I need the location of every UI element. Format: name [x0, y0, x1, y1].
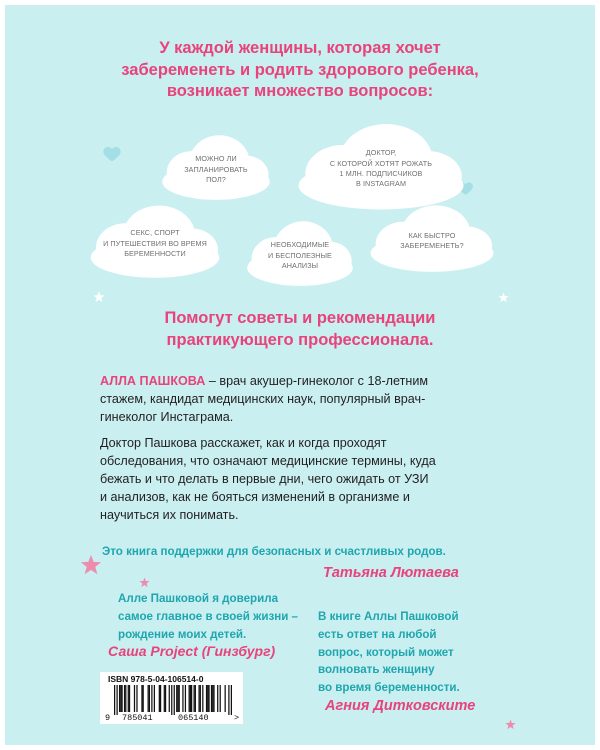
barcode-bar — [193, 685, 194, 712]
question-text — [295, 121, 467, 211]
barcode-bar — [160, 685, 161, 712]
barcode-bar — [120, 685, 121, 712]
question-cloud — [295, 121, 467, 211]
subheadline-line: Помогут советы и рекомендации — [164, 309, 436, 327]
question-cloud — [245, 219, 355, 287]
description-line: Доктор Пашкова расскажет, как и когда проходят — [100, 436, 387, 450]
question-line: И ПУТЕШЕСТВИЯ ВО ВРЕМЯ — [103, 238, 207, 248]
question-text — [245, 219, 355, 287]
headline-line: возникает множество вопросов: — [166, 82, 434, 100]
question-line: ПОЛ? — [206, 175, 226, 185]
barcode-bar — [116, 685, 117, 715]
star-icon — [505, 719, 516, 730]
author-name: АЛЛА ПАШКОВА — [100, 374, 206, 388]
barcode-bar — [217, 685, 218, 712]
barcode-bar — [206, 685, 207, 712]
barcode-digits: 9 — [105, 713, 111, 723]
question-line: С КОТОРОЙ ХОТЯТ РОЖАТЬ — [329, 158, 433, 168]
barcode-bar — [165, 685, 166, 712]
barcode-bar — [114, 685, 115, 715]
barcode-bar — [171, 685, 172, 715]
barcode-bar — [141, 685, 142, 712]
author-bio-line: гинеколог Инстаграма. — [100, 410, 234, 424]
barcode-bar — [143, 685, 144, 712]
barcode-bar — [129, 685, 130, 712]
barcode-bar — [169, 685, 170, 712]
barcode-bar — [207, 685, 208, 712]
barcode-bar — [136, 685, 137, 712]
barcode-bar — [119, 685, 120, 712]
isbn-barcode — [100, 672, 243, 724]
testimonial-author: Татьяна Лютаева — [323, 565, 459, 581]
barcode-bar — [198, 685, 199, 712]
description-line: обследования, что означают медицинские термины, куда — [100, 454, 436, 468]
barcode-digits: 785041 — [122, 713, 153, 723]
question-cloud — [160, 133, 272, 201]
barcode-icon — [114, 685, 232, 715]
barcode-bar — [151, 685, 152, 712]
headline — [5, 38, 595, 103]
barcode-bar — [176, 685, 177, 712]
barcode-bar — [191, 685, 192, 712]
barcode-bar — [231, 685, 232, 715]
barcode-digits: 065140 — [178, 713, 209, 723]
description-line: и анализов, как не бояться изменений в организме и — [100, 490, 410, 504]
question-line: И БЕСПОЛЕЗНЫЕ — [268, 250, 332, 260]
testimonial-author: Агния Дитковските — [325, 698, 476, 714]
testimonial-author: Саша Project (Гинзбург) — [108, 643, 276, 659]
barcode-bar — [154, 685, 155, 712]
question-line: СЕКС, СПОРТ — [130, 228, 180, 238]
barcode-bar — [121, 685, 122, 712]
question-cloud — [88, 203, 222, 279]
question-line: БЕРЕМЕННОСТИ — [124, 249, 186, 259]
book-description — [100, 434, 520, 524]
quote-line: Это книга поддержки для безопасных и счастливых родов. — [102, 545, 446, 558]
author-bio-line: стажем, кандидат медицинских наук, популярный врач- — [100, 392, 426, 406]
barcode-bar — [182, 685, 183, 712]
quote-line: волновать женщину — [318, 663, 435, 677]
barcode-bar — [149, 685, 150, 712]
question-line: 1 МЛН. ПОДПИСЧИКОВ — [339, 169, 423, 178]
question-line: В INSTAGRAM — [355, 179, 407, 189]
question-cloud — [368, 203, 496, 273]
barcode-bar — [212, 685, 213, 712]
testimonial-quote — [118, 590, 298, 643]
headline-line: У каждой женщины, которая хочет — [159, 39, 441, 57]
star-icon — [498, 292, 509, 303]
subheadline — [5, 307, 595, 351]
headline-line: забеременеть и родить здорового ребенка, — [121, 60, 479, 79]
barcode-bar — [213, 685, 214, 712]
subheadline-line: практикующего профессионала. — [166, 331, 434, 349]
quote-line: вопрос, который может — [318, 645, 454, 659]
barcode-bar — [228, 685, 229, 715]
barcode-bar — [202, 685, 203, 712]
question-line: НЕОБХОДИМЫЕ — [270, 240, 330, 250]
barcode-bar — [148, 685, 149, 712]
barcode-bar — [208, 685, 209, 712]
barcode-bar — [134, 685, 135, 712]
quote-line: во время беременности. — [318, 681, 460, 695]
isbn-label: ISBN 978-5-04-106514-0 — [108, 674, 204, 684]
question-line: КАК БЫСТРО — [408, 230, 456, 240]
description-line: научиться их понимать. — [100, 508, 239, 522]
barcode-bar — [200, 685, 201, 712]
star-icon — [139, 577, 150, 588]
quote-line: Алле Пашковой я доверила — [118, 592, 279, 605]
question-line: ЗАПЛАНИРОВАТЬ — [184, 164, 248, 174]
quote-line: самое главное в своей жизни – — [118, 609, 299, 623]
question-text — [88, 203, 222, 279]
question-line: АНАЛИЗЫ — [281, 261, 319, 271]
star-icon — [80, 554, 102, 576]
description-line: бежать и что делать в первые дни, чего ожидать от УЗИ — [100, 472, 429, 486]
barcode-digits: > — [234, 713, 240, 723]
question-line: ЗАБЕРЕМЕНЕТЬ? — [400, 241, 464, 250]
quote-line: рождение моих детей. — [118, 627, 247, 641]
barcode-bar — [190, 685, 191, 712]
author-bio-line — [100, 372, 520, 390]
author-bio — [100, 372, 520, 426]
question-text — [160, 133, 272, 201]
barcode-bar — [189, 685, 190, 712]
barcode-bar — [177, 685, 178, 712]
barcode-bar — [174, 685, 175, 715]
barcode-bar — [185, 685, 186, 712]
barcode-bar — [124, 685, 125, 712]
barcode-bar — [125, 685, 126, 712]
testimonial-quote — [318, 608, 460, 697]
quote-line: В книге Аллы Пашковой — [318, 610, 459, 623]
author-bio-text: – врач акушер-гинеколог с 18-летним — [205, 374, 429, 388]
barcode-bar — [159, 685, 160, 712]
barcode-bar — [195, 685, 196, 712]
question-line: МОЖНО ЛИ — [195, 154, 237, 164]
star-icon — [93, 291, 105, 303]
barcode-bar — [164, 685, 165, 712]
testimonial-quote — [102, 543, 446, 561]
barcode-bar — [128, 685, 129, 712]
heart-icon — [102, 144, 122, 164]
barcode-bar — [211, 685, 212, 712]
question-text — [368, 203, 496, 273]
barcode-bar — [225, 685, 226, 712]
quote-line: есть ответ на любой — [318, 627, 437, 641]
question-line: ДОКТОР, — [365, 148, 397, 158]
barcode-bar — [179, 685, 180, 712]
barcode-bar — [220, 685, 221, 712]
